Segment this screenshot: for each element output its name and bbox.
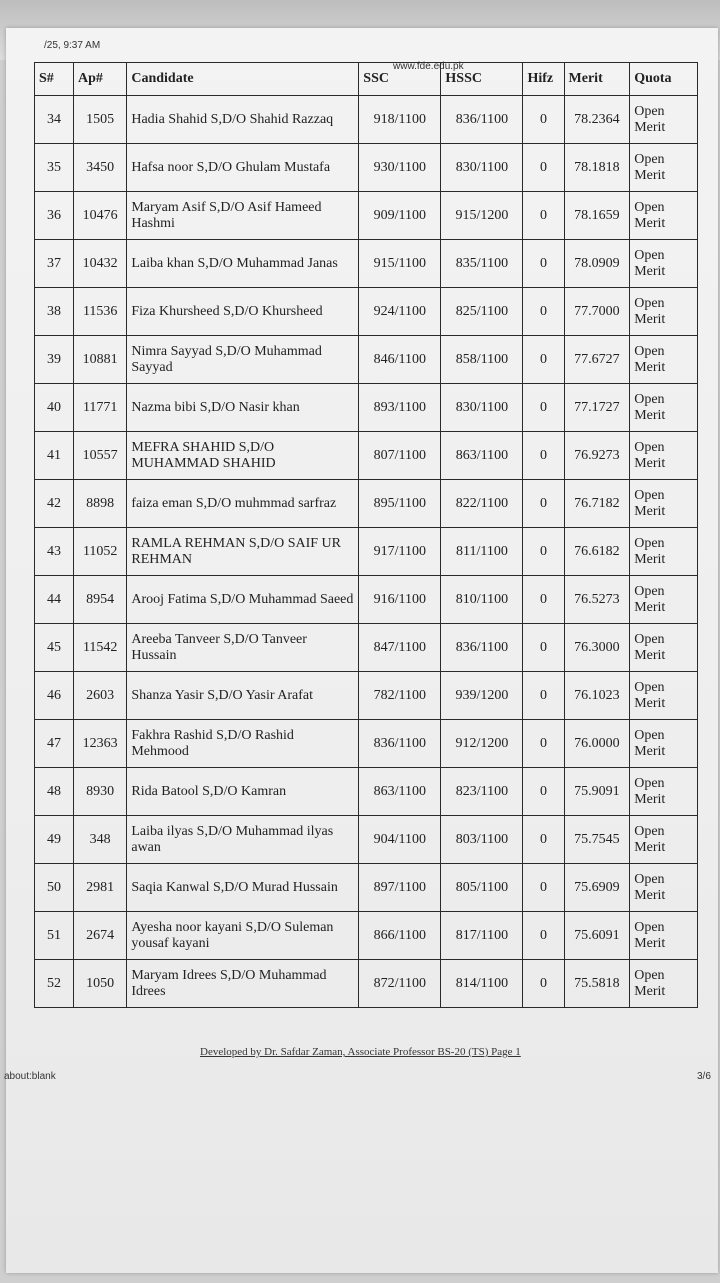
- cell-merit: 78.2364: [564, 96, 630, 144]
- cell-candidate: Ayesha noor kayani S,D/O Suleman yousaf kayani: [127, 912, 359, 960]
- cell-ssc: 918/1100: [359, 96, 441, 144]
- cell-ap: 10881: [74, 336, 127, 384]
- cell-quota: Open Merit: [630, 336, 698, 384]
- cell-hifz: 0: [523, 384, 564, 432]
- cell-quota: Open Merit: [630, 816, 698, 864]
- cell-merit: 76.1023: [564, 672, 630, 720]
- cell-ssc: 916/1100: [359, 576, 441, 624]
- cell-merit: 75.6909: [564, 864, 630, 912]
- table-row: [35, 864, 698, 912]
- col-header-ap: Ap#: [74, 63, 127, 96]
- cell-candidate: faiza eman S,D/O muhmmad sarfraz: [127, 480, 359, 528]
- cell-ap: 8930: [74, 768, 127, 816]
- table-row: [35, 960, 698, 1008]
- table-row: [35, 336, 698, 384]
- cell-ssc: 836/1100: [359, 720, 441, 768]
- cell-sn: 35: [35, 144, 74, 192]
- cell-sn: 47: [35, 720, 74, 768]
- table-row: [35, 768, 698, 816]
- cell-ap: 2603: [74, 672, 127, 720]
- col-header-quota: Quota: [630, 63, 698, 96]
- cell-hssc: 830/1100: [441, 384, 523, 432]
- cell-hifz: 0: [523, 576, 564, 624]
- cell-ap: 1505: [74, 96, 127, 144]
- cell-ssc: 866/1100: [359, 912, 441, 960]
- cell-hssc: 825/1100: [441, 288, 523, 336]
- cell-ap: 10432: [74, 240, 127, 288]
- print-footer-url: about:blank: [4, 1071, 56, 1082]
- table-row: [35, 240, 698, 288]
- cell-hssc: 912/1200: [441, 720, 523, 768]
- cell-quota: Open Merit: [630, 384, 698, 432]
- cell-hifz: 0: [523, 240, 564, 288]
- table-row: [35, 96, 698, 144]
- cell-hssc: 830/1100: [441, 144, 523, 192]
- cell-ap: 348: [74, 816, 127, 864]
- cell-hifz: 0: [523, 768, 564, 816]
- cell-hifz: 0: [523, 432, 564, 480]
- cell-sn: 48: [35, 768, 74, 816]
- developer-credit: Developed by Dr. Safdar Zaman, Associate Professor BS-20 (TS) Page 1: [200, 1046, 521, 1058]
- cell-quota: Open Merit: [630, 672, 698, 720]
- print-page-number: 3/6: [697, 1071, 711, 1082]
- cell-candidate: Maryam Asif S,D/O Asif Hameed Hashmi: [127, 192, 359, 240]
- cell-merit: 76.3000: [564, 624, 630, 672]
- cell-candidate: Fakhra Rashid S,D/O Rashid Mehmood: [127, 720, 359, 768]
- merit-list-table-wrap: [34, 62, 698, 1008]
- cell-hssc: 805/1100: [441, 864, 523, 912]
- cell-hssc: 803/1100: [441, 816, 523, 864]
- cell-hssc: 817/1100: [441, 912, 523, 960]
- cell-ap: 1050: [74, 960, 127, 1008]
- table-row: [35, 816, 698, 864]
- cell-sn: 36: [35, 192, 74, 240]
- cell-quota: Open Merit: [630, 768, 698, 816]
- cell-ap: 12363: [74, 720, 127, 768]
- col-header-sn: S#: [35, 63, 74, 96]
- cell-hifz: 0: [523, 480, 564, 528]
- table-row: [35, 384, 698, 432]
- cell-ssc: 893/1100: [359, 384, 441, 432]
- cell-candidate: Maryam Idrees S,D/O Muhammad Idrees: [127, 960, 359, 1008]
- cell-ssc: 904/1100: [359, 816, 441, 864]
- cell-sn: 39: [35, 336, 74, 384]
- cell-hifz: 0: [523, 624, 564, 672]
- cell-ap: 10476: [74, 192, 127, 240]
- cell-ap: 3450: [74, 144, 127, 192]
- cell-merit: 76.9273: [564, 432, 630, 480]
- merit-list-table: [34, 62, 698, 1008]
- cell-merit: 75.6091: [564, 912, 630, 960]
- cell-sn: 50: [35, 864, 74, 912]
- cell-hssc: 835/1100: [441, 240, 523, 288]
- cell-quota: Open Merit: [630, 576, 698, 624]
- cell-merit: 77.6727: [564, 336, 630, 384]
- cell-candidate: Hadia Shahid S,D/O Shahid Razzaq: [127, 96, 359, 144]
- cell-ssc: 807/1100: [359, 432, 441, 480]
- cell-candidate: Shanza Yasir S,D/O Yasir Arafat: [127, 672, 359, 720]
- cell-ssc: 863/1100: [359, 768, 441, 816]
- cell-merit: 77.7000: [564, 288, 630, 336]
- cell-hssc: 823/1100: [441, 768, 523, 816]
- cell-hifz: 0: [523, 912, 564, 960]
- cell-merit: 78.1818: [564, 144, 630, 192]
- col-header-hssc: HSSC: [441, 63, 523, 96]
- table-row: [35, 720, 698, 768]
- cell-ssc: 782/1100: [359, 672, 441, 720]
- cell-hifz: 0: [523, 288, 564, 336]
- print-url: www.fde.edu.pk: [393, 61, 464, 72]
- col-header-ssc: SSC: [359, 63, 441, 96]
- cell-ssc: 846/1100: [359, 336, 441, 384]
- cell-sn: 41: [35, 432, 74, 480]
- cell-hssc: 836/1100: [441, 624, 523, 672]
- cell-ap: 2674: [74, 912, 127, 960]
- cell-candidate: Areeba Tanveer S,D/O Tanveer Hussain: [127, 624, 359, 672]
- cell-hssc: 915/1200: [441, 192, 523, 240]
- cell-sn: 52: [35, 960, 74, 1008]
- cell-quota: Open Merit: [630, 96, 698, 144]
- cell-ssc: 930/1100: [359, 144, 441, 192]
- cell-merit: 78.0909: [564, 240, 630, 288]
- table-row: [35, 672, 698, 720]
- cell-ssc: 909/1100: [359, 192, 441, 240]
- cell-ssc: 847/1100: [359, 624, 441, 672]
- cell-hifz: 0: [523, 960, 564, 1008]
- cell-hifz: 0: [523, 672, 564, 720]
- cell-ssc: 924/1100: [359, 288, 441, 336]
- cell-quota: Open Merit: [630, 912, 698, 960]
- cell-merit: 75.9091: [564, 768, 630, 816]
- cell-hifz: 0: [523, 144, 564, 192]
- cell-ssc: 895/1100: [359, 480, 441, 528]
- cell-hssc: 863/1100: [441, 432, 523, 480]
- cell-hssc: 858/1100: [441, 336, 523, 384]
- table-row: [35, 192, 698, 240]
- table-row: [35, 624, 698, 672]
- cell-hssc: 811/1100: [441, 528, 523, 576]
- cell-merit: 75.7545: [564, 816, 630, 864]
- cell-merit: 76.6182: [564, 528, 630, 576]
- cell-hssc: 939/1200: [441, 672, 523, 720]
- cell-candidate: Saqia Kanwal S,D/O Murad Hussain: [127, 864, 359, 912]
- table-row: [35, 528, 698, 576]
- cell-quota: Open Merit: [630, 192, 698, 240]
- cell-candidate: Laiba khan S,D/O Muhammad Janas: [127, 240, 359, 288]
- cell-candidate: Rida Batool S,D/O Kamran: [127, 768, 359, 816]
- cell-merit: 75.5818: [564, 960, 630, 1008]
- cell-candidate: MEFRA SHAHID S,D/O MUHAMMAD SHAHID: [127, 432, 359, 480]
- col-header-merit: Merit: [564, 63, 630, 96]
- table-body: [35, 96, 698, 1008]
- cell-ssc: 872/1100: [359, 960, 441, 1008]
- cell-quota: Open Merit: [630, 528, 698, 576]
- cell-sn: 43: [35, 528, 74, 576]
- cell-ap: 11771: [74, 384, 127, 432]
- cell-ap: 10557: [74, 432, 127, 480]
- cell-quota: Open Merit: [630, 864, 698, 912]
- cell-hifz: 0: [523, 816, 564, 864]
- print-timestamp: /25, 9:37 AM: [44, 40, 101, 51]
- cell-sn: 44: [35, 576, 74, 624]
- cell-hssc: 822/1100: [441, 480, 523, 528]
- cell-hifz: 0: [523, 720, 564, 768]
- cell-merit: 76.5273: [564, 576, 630, 624]
- cell-candidate: RAMLA REHMAN S,D/O SAIF UR REHMAN: [127, 528, 359, 576]
- cell-candidate: Hafsa noor S,D/O Ghulam Mustafa: [127, 144, 359, 192]
- cell-candidate: Fiza Khursheed S,D/O Khursheed: [127, 288, 359, 336]
- table-row: [35, 432, 698, 480]
- cell-candidate: Arooj Fatima S,D/O Muhammad Saeed: [127, 576, 359, 624]
- col-header-candidate: Candidate: [127, 63, 359, 96]
- cell-ap: 11536: [74, 288, 127, 336]
- cell-ssc: 915/1100: [359, 240, 441, 288]
- cell-merit: 76.0000: [564, 720, 630, 768]
- table-row: [35, 912, 698, 960]
- cell-ap: 2981: [74, 864, 127, 912]
- table-row: [35, 144, 698, 192]
- cell-candidate: Laiba ilyas S,D/O Muhammad ilyas awan: [127, 816, 359, 864]
- cell-ap: 11052: [74, 528, 127, 576]
- cell-hifz: 0: [523, 96, 564, 144]
- cell-quota: Open Merit: [630, 960, 698, 1008]
- cell-quota: Open Merit: [630, 720, 698, 768]
- cell-quota: Open Merit: [630, 144, 698, 192]
- cell-sn: 37: [35, 240, 74, 288]
- cell-quota: Open Merit: [630, 624, 698, 672]
- cell-sn: 45: [35, 624, 74, 672]
- cell-merit: 76.7182: [564, 480, 630, 528]
- cell-hssc: 814/1100: [441, 960, 523, 1008]
- cell-sn: 51: [35, 912, 74, 960]
- cell-merit: 77.1727: [564, 384, 630, 432]
- cell-candidate: Nazma bibi S,D/O Nasir khan: [127, 384, 359, 432]
- cell-candidate: Nimra Sayyad S,D/O Muhammad Sayyad: [127, 336, 359, 384]
- cell-sn: 38: [35, 288, 74, 336]
- cell-hifz: 0: [523, 528, 564, 576]
- col-header-hifz: Hifz: [523, 63, 564, 96]
- cell-hifz: 0: [523, 864, 564, 912]
- cell-quota: Open Merit: [630, 240, 698, 288]
- cell-ssc: 897/1100: [359, 864, 441, 912]
- cell-hifz: 0: [523, 192, 564, 240]
- cell-merit: 78.1659: [564, 192, 630, 240]
- cell-quota: Open Merit: [630, 432, 698, 480]
- cell-hssc: 836/1100: [441, 96, 523, 144]
- cell-sn: 34: [35, 96, 74, 144]
- cell-hifz: 0: [523, 336, 564, 384]
- cell-sn: 49: [35, 816, 74, 864]
- cell-ssc: 917/1100: [359, 528, 441, 576]
- cell-sn: 42: [35, 480, 74, 528]
- table-row: [35, 480, 698, 528]
- table-row: [35, 576, 698, 624]
- cell-ap: 11542: [74, 624, 127, 672]
- cell-hssc: 810/1100: [441, 576, 523, 624]
- cell-quota: Open Merit: [630, 288, 698, 336]
- cell-sn: 40: [35, 384, 74, 432]
- table-row: [35, 288, 698, 336]
- cell-ap: 8898: [74, 480, 127, 528]
- cell-sn: 46: [35, 672, 74, 720]
- table-header-row: [35, 63, 698, 96]
- cell-quota: Open Merit: [630, 480, 698, 528]
- cell-ap: 8954: [74, 576, 127, 624]
